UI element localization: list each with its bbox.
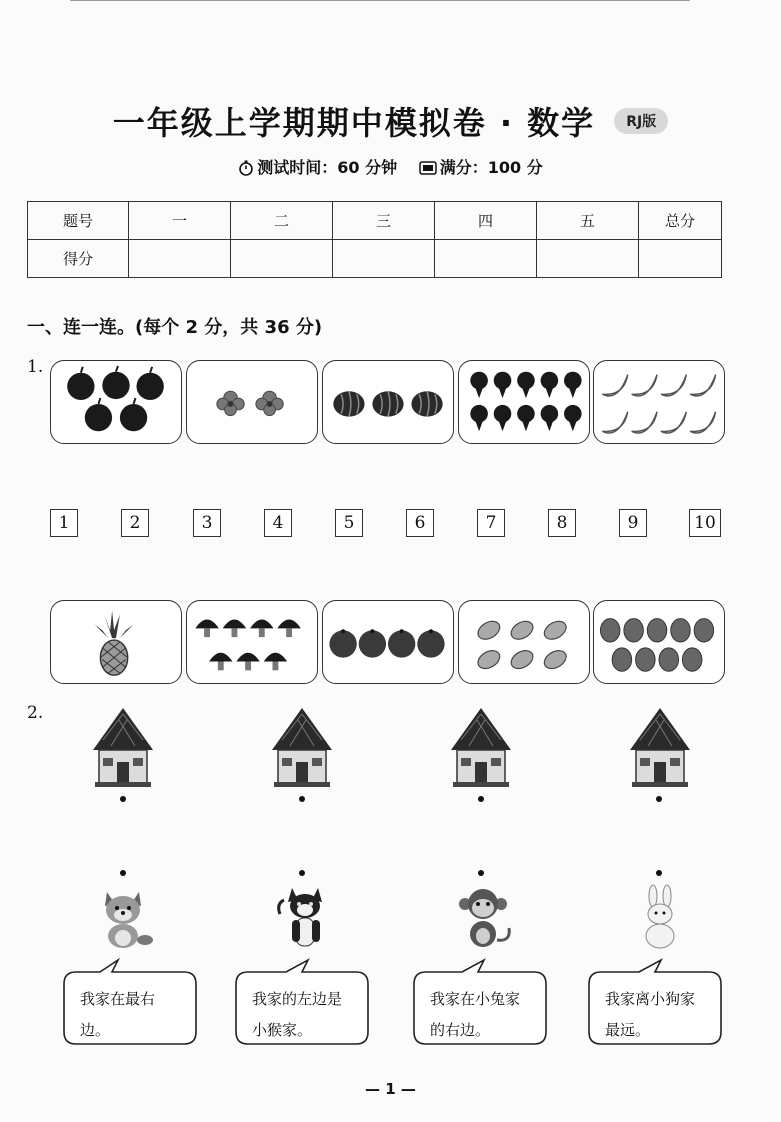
speech-bubble <box>62 958 198 1046</box>
connect-dot-house[interactable] <box>120 796 126 802</box>
number-box[interactable]: 2 <box>121 509 149 537</box>
table-cell: 五 <box>537 202 639 240</box>
mushroom-icon <box>187 601 317 683</box>
picture-box-apples[interactable] <box>50 360 182 444</box>
table-cell: 一 <box>129 202 231 240</box>
strawberry-icon <box>459 361 589 443</box>
picture-box-bananas[interactable] <box>593 360 725 444</box>
pineapple-icon <box>51 601 181 683</box>
score-blank-cell[interactable] <box>435 240 537 278</box>
table-cell: 得分 <box>28 240 129 278</box>
house-icon <box>270 706 334 788</box>
score-label: 满分：100 分 <box>439 158 543 177</box>
number-box[interactable]: 4 <box>264 509 292 537</box>
score-blank-cell[interactable] <box>231 240 333 278</box>
speech-bubble <box>234 958 370 1046</box>
number-box[interactable]: 7 <box>477 509 505 537</box>
number-box[interactable]: 8 <box>548 509 576 537</box>
speech-text: 我家在小兔家的右边。 <box>430 990 521 1039</box>
connect-dot-animal[interactable] <box>478 870 484 876</box>
watermelon-icon <box>323 361 453 443</box>
banana-icon <box>594 361 724 443</box>
score-blank-cell[interactable] <box>639 240 722 278</box>
picture-box-pineapple[interactable] <box>50 600 182 684</box>
score-board-icon <box>419 160 437 176</box>
score-table-score-row <box>28 240 722 278</box>
picture-box-mangoes[interactable] <box>458 600 590 684</box>
speech-text: 我家的左边是小猴家。 <box>252 990 343 1039</box>
dog-icon <box>93 884 157 950</box>
picture-box-mushrooms[interactable] <box>186 600 318 684</box>
speech-text: 我家离小狗家最远。 <box>605 990 696 1039</box>
table-cell: 题号 <box>28 202 129 240</box>
edition-badge: RJ版 <box>614 108 668 134</box>
time-label: 测试时间：60 分钟 <box>257 158 398 177</box>
cat-icon <box>272 884 336 950</box>
house-icon <box>449 706 513 788</box>
speech-text: 我家在最右边。 <box>80 990 156 1039</box>
number-box[interactable]: 9 <box>619 509 647 537</box>
flower-icon <box>187 361 317 443</box>
question-number: 1. <box>27 357 44 377</box>
page-number: — 1 — <box>365 1080 416 1098</box>
title-row <box>0 98 781 144</box>
score-blank-cell[interactable] <box>537 240 639 278</box>
picture-box-oranges[interactable] <box>322 600 454 684</box>
speech-bubble <box>412 958 548 1046</box>
table-cell: 总分 <box>639 202 722 240</box>
section-title: 一、连一连。(每个 2 分，共 36 分) <box>27 317 323 338</box>
table-cell: 三 <box>333 202 435 240</box>
question-number: 2. <box>27 703 44 723</box>
connect-dot-house[interactable] <box>656 796 662 802</box>
house-icon <box>91 706 155 788</box>
time-info <box>238 155 397 178</box>
page-title: 一年级上学期期中模拟卷 · 数学 <box>112 104 596 142</box>
exam-info <box>0 155 781 178</box>
number-box[interactable]: 10 <box>689 509 721 537</box>
connect-dot-animal[interactable] <box>299 870 305 876</box>
picture-box-strawberries[interactable] <box>458 360 590 444</box>
table-cell: 二 <box>231 202 333 240</box>
score-blank-cell[interactable] <box>129 240 231 278</box>
number-box[interactable]: 1 <box>50 509 78 537</box>
connect-dot-house[interactable] <box>478 796 484 802</box>
number-box[interactable]: 3 <box>193 509 221 537</box>
score-info <box>419 155 543 178</box>
mango-icon <box>459 601 589 683</box>
picture-box-leaves[interactable] <box>593 600 725 684</box>
monkey-icon <box>451 884 515 950</box>
leaf-icon <box>594 601 724 683</box>
table-cell: 四 <box>435 202 537 240</box>
picture-box-flowers[interactable] <box>186 360 318 444</box>
rabbit-icon <box>629 884 693 950</box>
stopwatch-icon <box>238 160 254 176</box>
top-edge-line <box>70 0 690 1</box>
score-table-header-row <box>28 202 722 240</box>
connect-dot-animal[interactable] <box>120 870 126 876</box>
orange-icon <box>323 601 453 683</box>
number-box[interactable]: 6 <box>406 509 434 537</box>
picture-box-watermelons[interactable] <box>322 360 454 444</box>
speech-bubble <box>587 958 723 1046</box>
score-table <box>27 201 722 278</box>
connect-dot-house[interactable] <box>299 796 305 802</box>
house-icon <box>628 706 692 788</box>
number-box[interactable]: 5 <box>335 509 363 537</box>
connect-dot-animal[interactable] <box>656 870 662 876</box>
apple-icon <box>51 361 181 443</box>
score-blank-cell[interactable] <box>333 240 435 278</box>
